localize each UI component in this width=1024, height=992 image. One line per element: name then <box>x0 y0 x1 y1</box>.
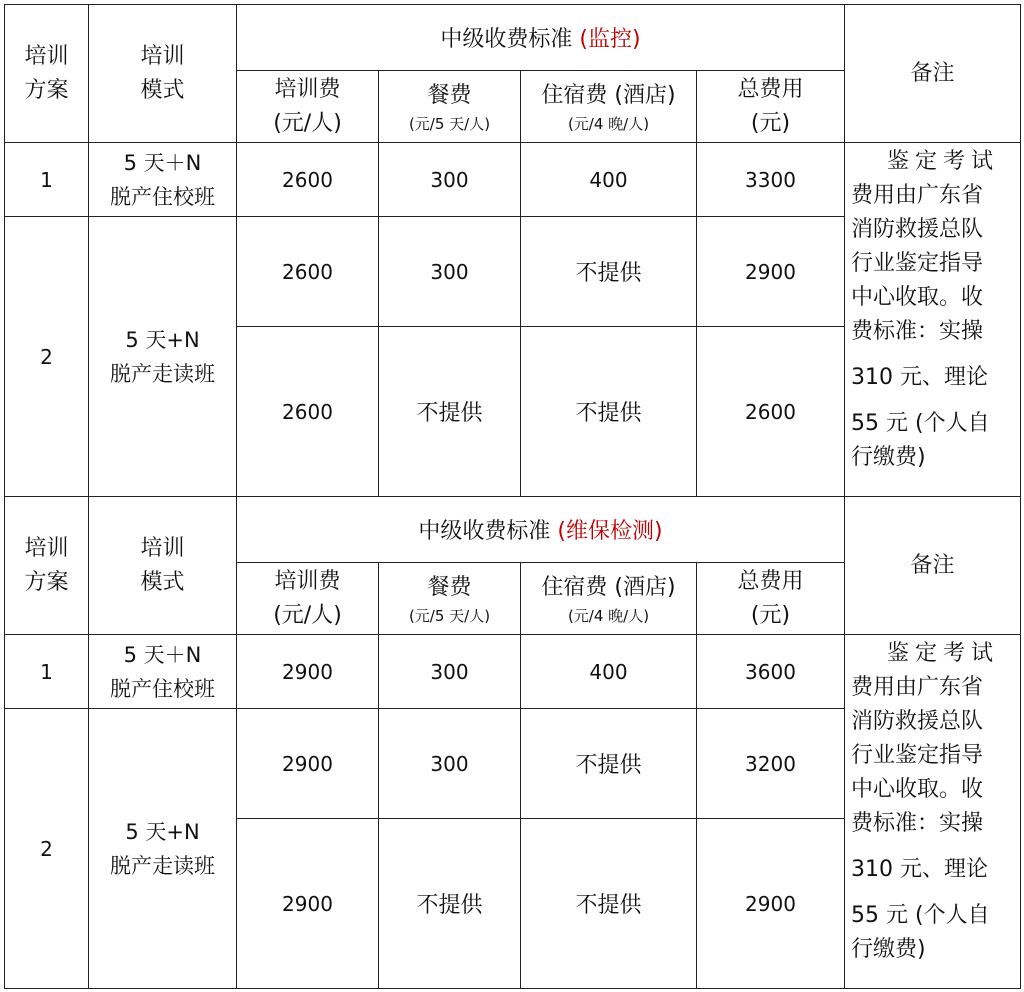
remark-line: 费标准：实操 <box>851 811 984 836</box>
mode-cell <box>89 709 237 989</box>
remark-line: 行业鉴定指导 <box>851 743 984 768</box>
remark-header: 备注 <box>845 497 1021 635</box>
remark-line: 中心收取。收 <box>851 777 984 802</box>
section-title-main: 中级收费标准 <box>440 27 573 52</box>
remark-cell <box>845 143 1021 497</box>
total-fee-cell: 2900 <box>697 217 845 327</box>
training-fee-header <box>237 563 379 635</box>
mode-cell-line1: 5 天+N <box>125 819 200 844</box>
total-fee-header-sub: (元) <box>750 110 791 136</box>
fee-table <box>4 4 1021 989</box>
plan-header <box>5 497 89 635</box>
mode-cell-line1: 5 天+N <box>125 327 200 352</box>
plan-cell: 1 <box>5 635 89 709</box>
table-row <box>5 635 1021 709</box>
training-fee-cell: 2600 <box>237 327 379 497</box>
mode-cell-line1: 5 天＋N <box>123 642 202 667</box>
meal-fee-cell: 不提供 <box>379 327 521 497</box>
training-fee-cell: 2900 <box>237 709 379 819</box>
remark-line: 行缴费) <box>851 937 926 962</box>
remark-line: 行缴费) <box>851 445 926 470</box>
meal-fee-header-sub: (元/5 天/人) <box>408 115 491 133</box>
lodging-fee-cell: 400 <box>521 635 697 709</box>
mode-cell-line2: 脱产走读班 <box>110 853 215 878</box>
meal-fee-header-main: 餐费 <box>427 575 472 600</box>
remark-cell <box>845 635 1021 989</box>
training-fee-cell: 2600 <box>237 217 379 327</box>
lodging-fee-cell: 400 <box>521 143 697 217</box>
section-title-highlight: (维保检测) <box>557 519 663 544</box>
plan-header-line1: 培训 <box>24 43 69 69</box>
lodging-fee-header <box>521 71 697 143</box>
training-fee-cell: 2900 <box>237 635 379 709</box>
meal-fee-header-main: 餐费 <box>427 83 472 108</box>
remark-line: 55 元 (个人自 <box>851 411 990 436</box>
remark-line: 行业鉴定指导 <box>851 251 984 276</box>
mode-header-line1: 培训 <box>140 535 185 561</box>
remark-line: 消防救援总队 <box>851 217 984 242</box>
total-fee-header-main: 总费用 <box>737 568 804 594</box>
remark-line: 费用由广东省 <box>851 675 984 700</box>
remark-line: 中心收取。收 <box>851 285 984 310</box>
mode-cell-line2: 脱产住校班 <box>110 184 215 209</box>
total-fee-header <box>697 563 845 635</box>
remark-line: 消防救援总队 <box>851 709 984 734</box>
total-fee-header <box>697 71 845 143</box>
lodging-fee-header-sub: (元/4 晚/人) <box>567 607 650 625</box>
mode-cell <box>89 143 237 217</box>
total-fee-cell: 3600 <box>697 635 845 709</box>
remark-line: 费用由广东省 <box>851 183 984 208</box>
training-fee-header-sub: (元/人) <box>273 602 342 628</box>
remark-line: 310 元、理论 <box>851 365 988 390</box>
meal-fee-header <box>379 563 521 635</box>
lodging-fee-cell: 不提供 <box>521 709 697 819</box>
meal-fee-header <box>379 71 521 143</box>
meal-fee-cell: 300 <box>379 143 521 217</box>
plan-cell: 2 <box>5 217 89 497</box>
training-fee-header-main: 培训费 <box>274 568 341 594</box>
section-1-title-row <box>5 5 1021 71</box>
lodging-fee-cell: 不提供 <box>521 217 697 327</box>
table-row <box>5 143 1021 217</box>
section-2-title-row <box>5 497 1021 563</box>
meal-fee-cell: 300 <box>379 635 521 709</box>
plan-header-line1: 培训 <box>24 535 69 561</box>
section-title <box>237 5 845 71</box>
training-fee-cell: 2900 <box>237 819 379 989</box>
mode-header <box>89 5 237 143</box>
remark-header: 备注 <box>845 5 1021 143</box>
plan-header <box>5 5 89 143</box>
mode-cell <box>89 217 237 497</box>
total-fee-cell: 3200 <box>697 709 845 819</box>
remark-line: 鉴定考试 <box>887 149 1000 174</box>
meal-fee-cell: 300 <box>379 709 521 819</box>
remark-line: 鉴定考试 <box>887 641 1000 666</box>
meal-fee-cell: 300 <box>379 217 521 327</box>
mode-cell-line2: 脱产住校班 <box>110 676 215 701</box>
total-fee-cell: 2900 <box>697 819 845 989</box>
plan-header-line2: 方案 <box>24 77 69 103</box>
lodging-fee-header-main: 住宿费 (酒店) <box>541 575 676 600</box>
plan-cell: 1 <box>5 143 89 217</box>
meal-fee-cell: 不提供 <box>379 819 521 989</box>
mode-header-line1: 培训 <box>140 43 185 69</box>
remark-line: 55 元 (个人自 <box>851 903 990 928</box>
lodging-fee-cell: 不提供 <box>521 327 697 497</box>
training-fee-header-main: 培训费 <box>274 76 341 102</box>
mode-header <box>89 497 237 635</box>
meal-fee-header-sub: (元/5 天/人) <box>408 607 491 625</box>
lodging-fee-header-main: 住宿费 (酒店) <box>541 83 676 108</box>
mode-cell-line2: 脱产走读班 <box>110 361 215 386</box>
mode-header-line2: 模式 <box>140 569 185 595</box>
total-fee-header-main: 总费用 <box>737 76 804 102</box>
remark-line: 费标准：实操 <box>851 319 984 344</box>
training-fee-header <box>237 71 379 143</box>
mode-header-line2: 模式 <box>140 77 185 103</box>
mode-cell-line1: 5 天＋N <box>123 150 202 175</box>
total-fee-cell: 2600 <box>697 327 845 497</box>
training-fee-header-sub: (元/人) <box>273 110 342 136</box>
training-fee-cell: 2600 <box>237 143 379 217</box>
section-title-main: 中级收费标准 <box>418 519 551 544</box>
lodging-fee-cell: 不提供 <box>521 819 697 989</box>
plan-header-line2: 方案 <box>24 569 69 595</box>
total-fee-cell: 3300 <box>697 143 845 217</box>
lodging-fee-header <box>521 563 697 635</box>
section-title <box>237 497 845 563</box>
total-fee-header-sub: (元) <box>750 602 791 628</box>
lodging-fee-header-sub: (元/4 晚/人) <box>567 115 650 133</box>
section-title-highlight: (监控) <box>579 27 641 52</box>
mode-cell <box>89 635 237 709</box>
remark-line: 310 元、理论 <box>851 857 988 882</box>
plan-cell: 2 <box>5 709 89 989</box>
